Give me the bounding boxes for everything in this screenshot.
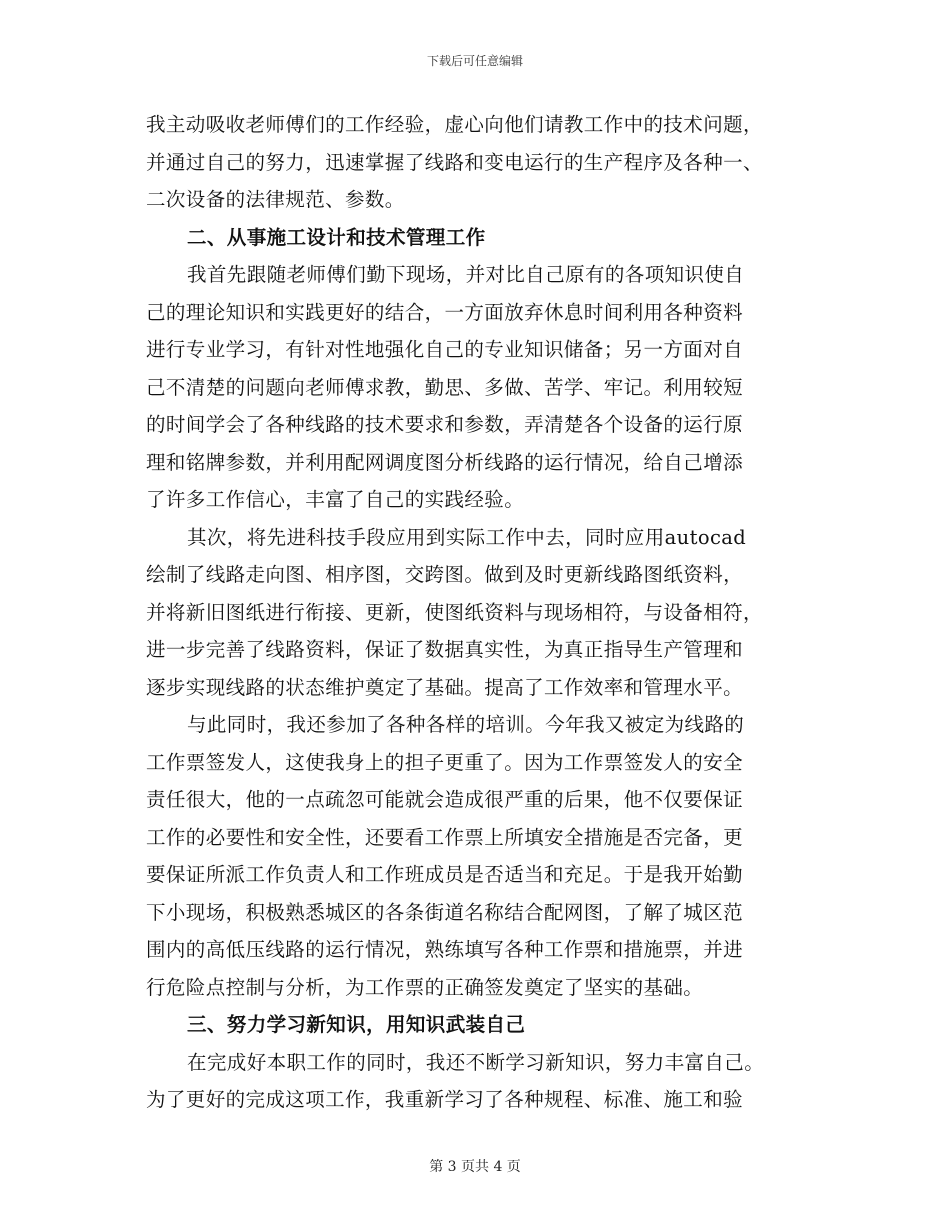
body-line: 围内的高低压线路的运行情况，熟练填写各种工作票和措施票，并进: [146, 938, 744, 961]
body-line: 责任很大，他的一点疏忽可能就会造成很严重的后果，他不仅要保证: [146, 788, 744, 811]
body-line: 己不清楚的问题向老师傅求教，勤思、多做、苦学、牢记。利用较短: [146, 375, 744, 399]
body-line: 并将新旧图纸进行衔接、更新，使图纸资料与现场相符，与设备相符，: [146, 600, 763, 624]
body-line: 并通过自己的努力，迅速掌握了线路和变电运行的生产程序及各种一、: [146, 150, 763, 174]
section-heading: 二、从事施工设计和技术管理工作: [187, 225, 486, 249]
body-line: 要保证所派工作负责人和工作班成员是否适当和充足。于是我开始勤: [146, 863, 744, 886]
document-body: [146, 106, 816, 1119]
body-line: 工作的必要性和安全性，还要看工作票上所填安全措施是否完备，更: [146, 825, 744, 849]
body-line: 下小现场，积极熟悉城区的各条街道名称结合配网图，了解了城区范: [146, 900, 744, 924]
page-header: 下载后可任意编辑: [426, 54, 523, 68]
body-line: 工作票签发人，这使我身上的担子更重了。因为工作票签发人的安全: [146, 750, 744, 774]
body-line: 逐步实现线路的状态维护奠定了基础。提高了工作效率和管理水平。: [146, 675, 744, 699]
body-line: 行危险点控制与分析，为工作票的正确签发奠定了坚实的基础。: [146, 975, 704, 999]
section-heading: 三、努力学习新知识，用知识武装自己: [187, 1013, 526, 1036]
body-line: 了许多工作信心，丰富了自己的实践经验。: [146, 488, 525, 511]
body-line: 理和铭牌参数，并利用配网调度图分析线路的运行情况，给自己增添: [146, 450, 744, 474]
paragraph-first-line: 与此同时，我还参加了各种各样的培训。今年我又被定为线路的: [187, 713, 745, 736]
page-number: 第 3 页共 4 页: [429, 1159, 521, 1175]
body-line: 进行专业学习，有针对性地强化自己的专业知识储备；另一方面对自: [146, 338, 744, 361]
body-line: 我主动吸收老师傅们的工作经验，虚心向他们请教工作中的技术问题，: [146, 113, 763, 136]
body-line: 为了更好的完成这项工作，我重新学习了各种规程、标准、施工和验: [146, 1088, 744, 1111]
body-line: 进一步完善了线路资料，保证了数据真实性，为真正指导生产管理和: [146, 638, 744, 661]
paragraph-first-line: 我首先跟随老师傅们勤下现场，并对比自己原有的各项知识使自: [187, 263, 745, 286]
body-line: 二次设备的法律规范、参数。: [146, 188, 405, 211]
body-line: 己的理论知识和实践更好的结合，一方面放弃休息时间利用各种资料: [146, 300, 744, 324]
paragraph-first-line: 在完成好本职工作的同时，我还不断学习新知识，努力丰富自己。: [187, 1050, 765, 1074]
body-line: 绘制了线路走向图、相序图，交跨图。做到及时更新线路图纸资料，: [146, 563, 744, 586]
paragraph-first-line: 其次，将先进科技手段应用到实际工作中去，同时应用autocad: [187, 525, 747, 549]
body-line: 的时间学会了各种线路的技术要求和参数，弄清楚各个设备的运行原: [146, 413, 744, 436]
